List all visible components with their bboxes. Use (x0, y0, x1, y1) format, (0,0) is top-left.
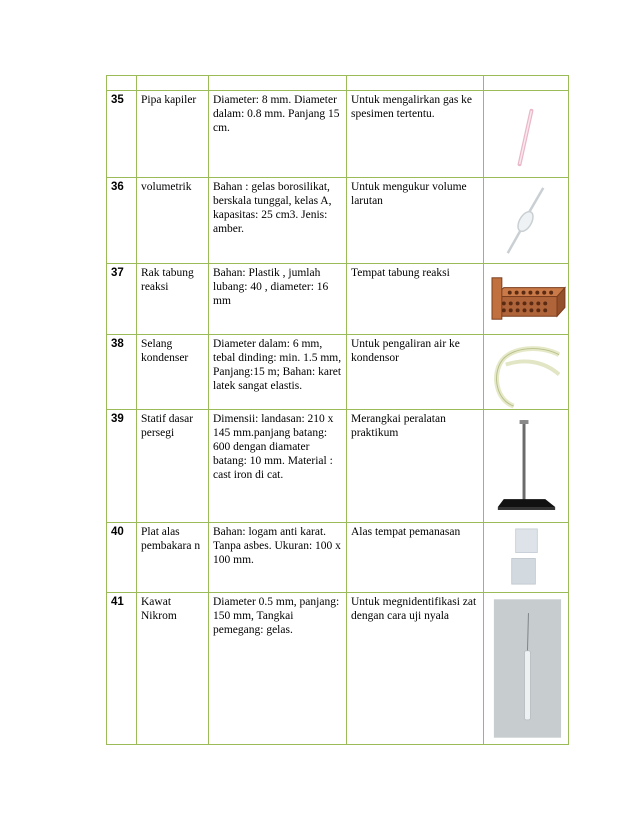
table-row (107, 91, 569, 178)
capillary-tube-icon (484, 91, 568, 177)
item-name: volumetrik (137, 178, 209, 264)
equipment-table (106, 75, 569, 745)
header-cell (209, 76, 347, 91)
row-number: 35 (107, 91, 137, 178)
item-spec: Dimensii: landasan: 210 x 145 mm.panjang batang: 600 dengan diamater batang: 10 mm. Material : cast iron di cat. (209, 410, 347, 523)
item-image-cell (484, 178, 569, 264)
table-row (107, 335, 569, 410)
condenser-hose-icon (484, 335, 568, 409)
item-use: Untuk mengalirkan gas ke spesimen tertentu. (347, 91, 484, 178)
header-cell (347, 76, 484, 91)
row-number: 36 (107, 178, 137, 264)
item-spec: Bahan: Plastik , jumlah lubang: 40 , diameter: 16 mm (209, 264, 347, 335)
row-number: 40 (107, 523, 137, 593)
item-spec: Diameter dalam: 6 mm, tebal dinding: min. 1.5 mm, Panjang:15 m; Bahan: karet latek sangat elastis. (209, 335, 347, 410)
item-spec: Diameter 0.5 mm, panjang: 150 mm, Tangkai pemegang: gelas. (209, 593, 347, 745)
square-base-stand-icon (484, 410, 568, 522)
item-image-cell (484, 410, 569, 523)
table-row (107, 410, 569, 523)
item-use: Untuk mengukur volume larutan (347, 178, 484, 264)
item-use: Untuk pengaliran air ke kondensor (347, 335, 484, 410)
item-image-cell (484, 593, 569, 745)
item-use: Tempat tabung reaksi (347, 264, 484, 335)
row-number: 37 (107, 264, 137, 335)
item-name: Kawat Nikrom (137, 593, 209, 745)
burner-plate-icon (484, 523, 568, 592)
item-spec: Diameter: 8 mm. Diameter dalam: 0.8 mm. Panjang 15 cm. (209, 91, 347, 178)
item-use: Untuk megnidentifikasi zat dengan cara uji nyala (347, 593, 484, 745)
table-row (107, 178, 569, 264)
row-number: 41 (107, 593, 137, 745)
row-number: 39 (107, 410, 137, 523)
item-image-cell (484, 91, 569, 178)
item-image-cell (484, 523, 569, 593)
volumetric-pipette-icon (484, 178, 568, 263)
item-use: Alas tempat pemanasan (347, 523, 484, 593)
nichrome-wire-icon (484, 593, 568, 744)
table-header-row (107, 76, 569, 91)
table-row (107, 593, 569, 745)
item-spec: Bahan: logam anti karat. Tanpa asbes. Ukuran: 100 x 100 mm. (209, 523, 347, 593)
item-image-cell (484, 264, 569, 335)
item-spec: Bahan : gelas borosilikat, berskala tunggal, kelas A, kapasitas: 25 cm3. Jenis: amber. (209, 178, 347, 264)
item-name: Plat alas pembakara n (137, 523, 209, 593)
header-cell (137, 76, 209, 91)
item-name: Rak tabung reaksi (137, 264, 209, 335)
item-use: Merangkai peralatan praktikum (347, 410, 484, 523)
header-cell (484, 76, 569, 91)
item-image-cell (484, 335, 569, 410)
table-row (107, 264, 569, 335)
test-tube-rack-icon (484, 264, 568, 334)
header-cell (107, 76, 137, 91)
item-name: Selang kondenser (137, 335, 209, 410)
item-name: Statif dasar persegi (137, 410, 209, 523)
row-number: 38 (107, 335, 137, 410)
table-row (107, 523, 569, 593)
item-name: Pipa kapiler (137, 91, 209, 178)
